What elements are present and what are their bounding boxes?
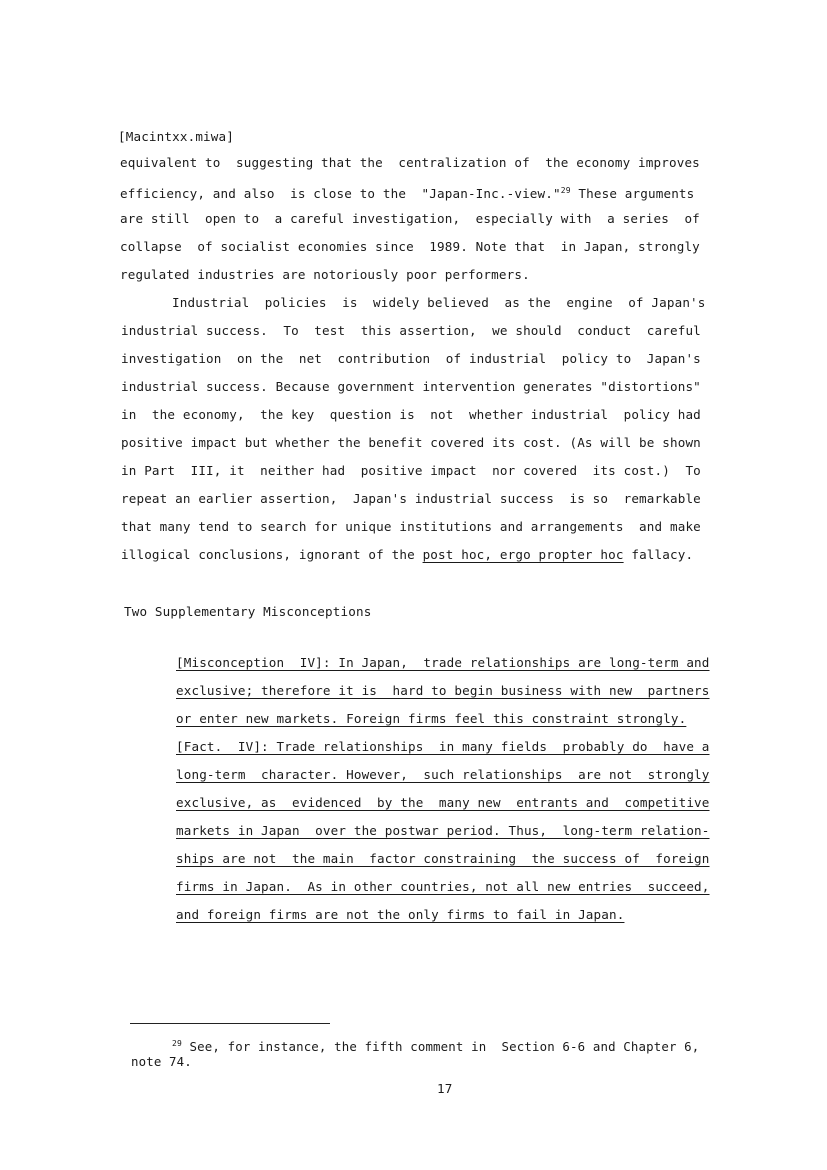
fact-line: long-term character. However, such relationships are not strongly xyxy=(176,767,710,782)
footnote-line: note 74. xyxy=(131,1054,192,1069)
misconception-line: exclusive; therefore it is hard to begin business with new partners xyxy=(176,683,710,698)
body-line: industrial success. To test this assertion, we should conduct careful xyxy=(121,323,701,338)
body-line: industrial success. Because government intervention generates "distortions" xyxy=(121,379,701,394)
fact-line: ships are not the main factor constraining the success of foreign xyxy=(176,851,710,866)
body-line: in the economy, the key question is not whether industrial policy had xyxy=(121,407,701,422)
body-line: repeat an earlier assertion, Japan's industrial success is so remarkable xyxy=(121,491,701,506)
body-line: illogical conclusions, ignorant of the post hoc, ergo propter hoc fallacy. xyxy=(121,547,694,562)
footnote-line: $^{29}$ See, for instance, the fifth comment in Section 6-6 and Chapter 6, xyxy=(172,1039,700,1054)
body-line: are still open to a careful investigation, especially with a series of xyxy=(120,211,700,226)
footnote-rule xyxy=(130,1023,330,1024)
fact-line: firms in Japan. As in other countries, not all new entries succeed, xyxy=(176,879,710,894)
body-line: in Part III, it neither had positive impact nor covered its cost.) To xyxy=(121,463,701,478)
body-line: regulated industries are notoriously poor performers. xyxy=(120,267,530,282)
latin-phrase: post hoc, ergo propter hoc xyxy=(422,547,624,562)
footnote-marker: 29 xyxy=(172,1039,182,1048)
section-heading: Two Supplementary Misconceptions xyxy=(124,604,372,619)
fact-line: exclusive, as evidenced by the many new entrants and competitive xyxy=(176,795,710,810)
body-line: collapse of socialist economies since 1989. Note that in Japan, strongly xyxy=(120,239,700,254)
body-line: that many tend to search for unique institutions and arrangements and make xyxy=(121,519,701,534)
body-line: efficiency, and also is close to the "Japan-Inc.-view."$^{29}$ These arguments xyxy=(120,186,695,201)
fact-line: and foreign firms are not the only firms to fail in Japan. xyxy=(176,907,625,922)
fact-line: [Fact. IV]: Trade relationships in many fields probably do have a xyxy=(176,739,710,754)
fact-line: markets in Japan over the postwar period. Thus, long-term relation- xyxy=(176,823,710,838)
page-number: 17 xyxy=(437,1081,453,1096)
body-line: equivalent to suggesting that the centralization of the economy improves xyxy=(120,155,700,170)
body-line: Industrial policies is widely believed as the engine of Japan's xyxy=(172,295,706,310)
footnote-reference: 29 xyxy=(560,186,571,195)
body-line: investigation on the net contribution of industrial policy to Japan's xyxy=(121,351,701,366)
misconception-line: [Misconception IV]: In Japan, trade relationships are long-term and xyxy=(176,655,710,670)
misconception-line: or enter new markets. Foreign firms feel this constraint strongly. xyxy=(176,711,687,726)
body-line: positive impact but whether the benefit covered its cost. (As will be shown xyxy=(121,435,701,450)
file-tag: [Macintxx.miwa] xyxy=(118,129,234,144)
